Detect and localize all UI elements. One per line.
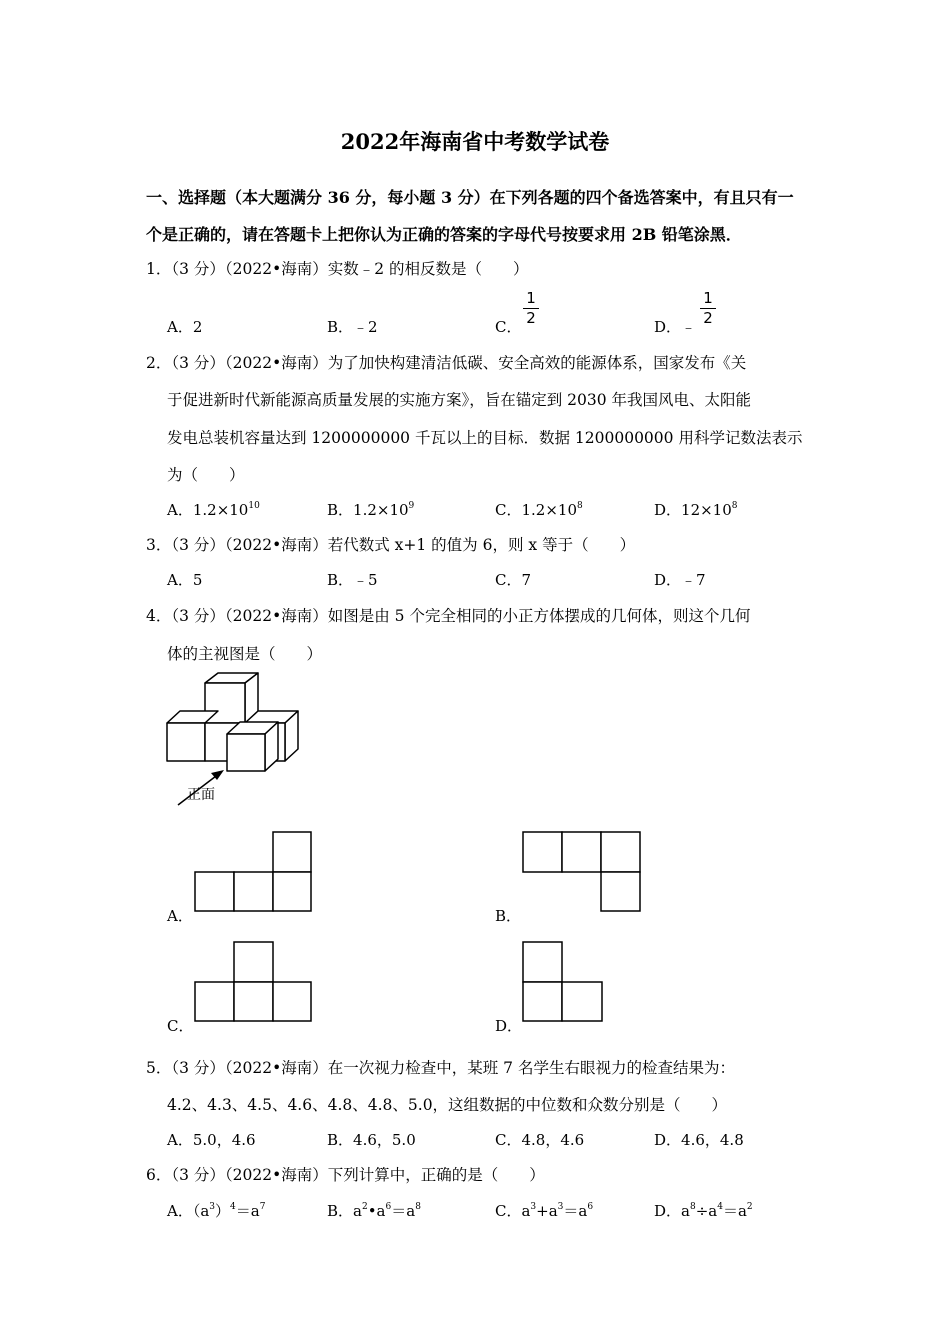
q2-option-c: C．$1.2\times 10^8$: [495, 501, 583, 519]
question-4-line1: 4．（3 分）（2022•海南）如图是由 5 个完全相同的小正方体摆成的几何体，则这个几何: [146, 607, 751, 625]
q4-option-a: A．: [167, 907, 193, 925]
q2-option-d: D．$12\times 10^8$: [654, 501, 738, 519]
section-instruction-line2: 个是正确的，请在答题卡上把你认为正确的答案的字母代号按要求用 2B 铅笔涂黑．: [146, 225, 742, 244]
q4-option-d-figure: [522, 941, 603, 1022]
question-2-line1: 2．（3 分）（2022•海南）为了加快构建清洁低碳、安全高效的能源体系，国家发布《关: [146, 354, 747, 372]
q3-option-d: D．﹣7: [654, 571, 706, 589]
q6-option-b: B．$a^2•a^6=a^8$: [327, 1202, 421, 1220]
question-3-stem: 3．（3 分）（2022•海南）若代数式 x+1 的值为 6，则 x 等于（ ）: [146, 536, 636, 554]
q3-option-b: B．﹣5: [327, 571, 378, 589]
question-2-line2: 于促进新时代新能源高质量发展的实施方案》，旨在锚定到 2030 年我国风电、太阳能: [167, 391, 752, 409]
q4-option-b: B．: [495, 907, 522, 925]
question-6-stem: 6．（3 分）（2022•海南）下列计算中，正确的是（ ）: [146, 1166, 545, 1184]
q1-option-c-fraction: [523, 290, 539, 327]
q3-option-c: C．7: [495, 571, 532, 589]
q4-option-c: C．: [167, 1017, 194, 1035]
question-5-line1: 5．（3 分）（2022•海南）在一次视力检查中，某班 7 名学生右眼视力的检查结果为：: [146, 1059, 735, 1077]
question-2-line4: 为（ ）: [167, 466, 245, 484]
q1-option-d-fraction: [700, 290, 716, 327]
question-4-line2: 体的主视图是（ ）: [167, 645, 323, 663]
front-label: 正面: [187, 787, 215, 803]
q4-option-a-figure: [194, 831, 312, 912]
q1-option-b: B．﹣2: [327, 318, 378, 336]
q3-option-a: A．5: [167, 571, 203, 589]
q5-option-c: C．4.8，4.6: [495, 1131, 585, 1149]
q1-d-denominator: 2: [703, 309, 713, 327]
cube-solid-figure: [160, 668, 310, 808]
q1-c-denominator: 2: [526, 309, 536, 327]
q6-option-c: C．$a^3+a^3=a^6$: [495, 1202, 594, 1220]
page-title: 2022年海南省中考数学试卷: [340, 129, 610, 154]
question-2-line3: 发电总装机容量达到 1200000000 千瓦以上的目标．数据 1200000000 用科学记数法表示: [167, 429, 803, 447]
q4-option-c-figure: [194, 941, 312, 1022]
q5-option-a: A．5.0，4.6: [167, 1131, 256, 1149]
q1-option-d: D．﹣: [654, 318, 697, 336]
question-1-stem: 1．（3 分）（2022•海南）实数﹣2 的相反数是（ ）: [146, 260, 529, 278]
q5-option-b: B．4.6，5.0: [327, 1131, 416, 1149]
q6-option-d: D．$a^8\div a^4=a^2$: [654, 1202, 753, 1220]
q2-option-a: A．$1.2\times 10^{10}$: [167, 501, 260, 519]
q1-d-numerator: 1: [703, 289, 713, 307]
q5-option-d: D．4.6，4.8: [654, 1131, 744, 1149]
q1-c-numerator: 1: [526, 289, 536, 307]
section-instruction-line1: 一、选择题（本大题满分 36 分，每小题 3 分）在下列各题的四个备选答案中，有且只有一: [146, 188, 794, 207]
q4-option-b-figure: [522, 831, 641, 912]
q1-option-a: A．2: [167, 318, 203, 336]
q2-option-b: B．$1.2\times 10^9$: [327, 501, 415, 519]
question-5-line2: 4.2、4.3、4.5、4.6、4.8、4.8、5.0，这组数据的中位数和众数分别是（ ）: [167, 1096, 728, 1114]
q4-option-d: D．: [495, 1017, 523, 1035]
q1-option-c: C．: [495, 318, 522, 336]
q6-option-a: A．$(a^3)^4=a^7$: [167, 1202, 266, 1220]
